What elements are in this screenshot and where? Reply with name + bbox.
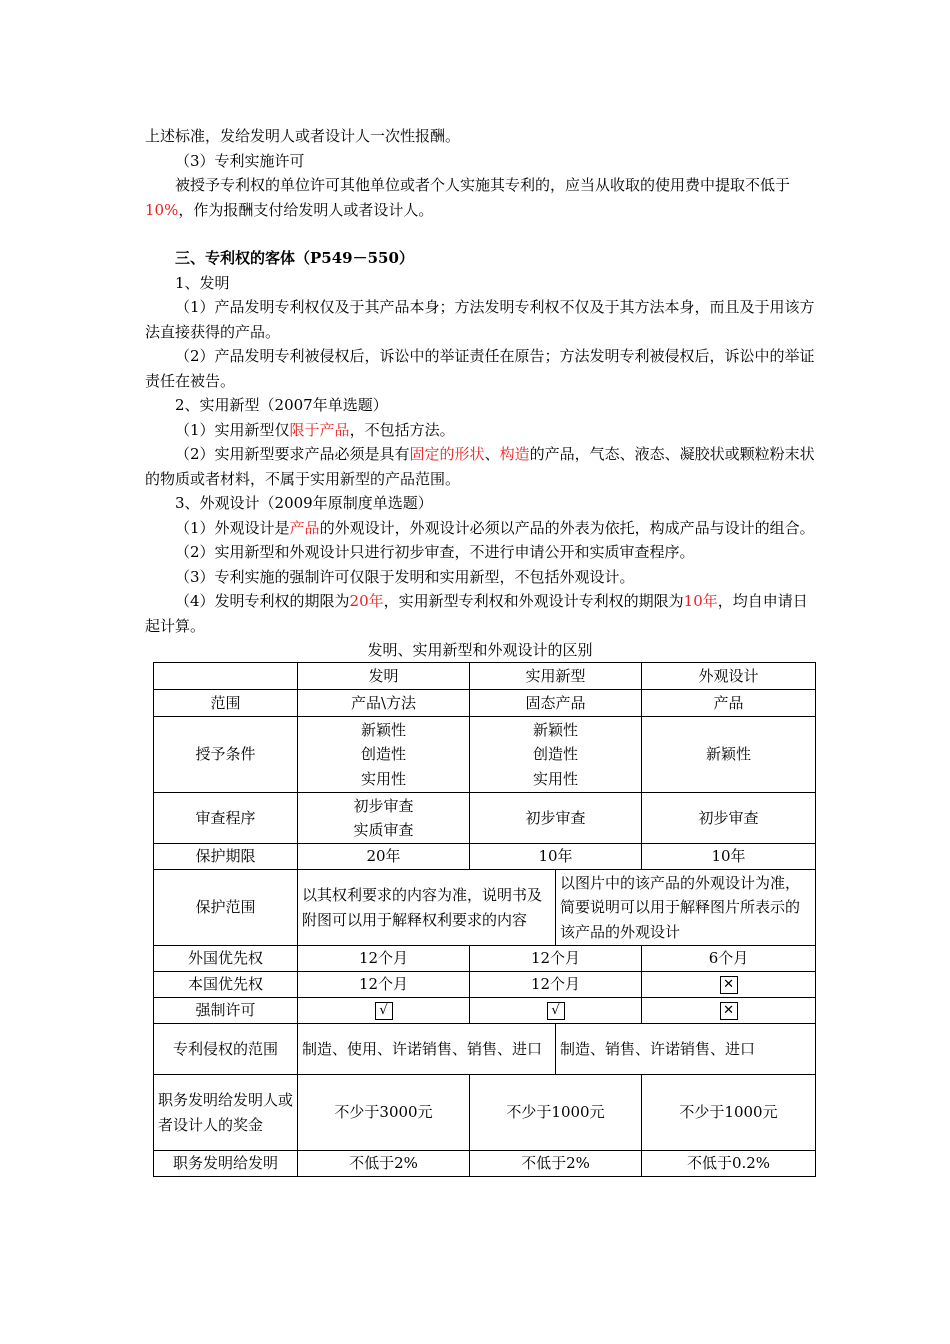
cross-box-icon: ✕ [720, 976, 738, 994]
table-row [154, 870, 816, 946]
paragraph: （2）实用新型和外观设计只进行初步审查，不进行申请公开和实质审查程序。 [175, 543, 695, 561]
highlight-text: 20年 [349, 592, 384, 610]
table-row [154, 1075, 816, 1151]
table-cell: 12个月 [470, 972, 642, 998]
row-label: 职务发明给发明人或者设计人的奖金 [154, 1075, 298, 1151]
table-cell: 12个月 [470, 946, 642, 972]
table-row [154, 844, 816, 870]
paragraph: （3）专利实施许可 [175, 151, 305, 170]
table-cell: 初步审查 [470, 793, 642, 844]
table-row [154, 946, 816, 972]
highlight-text: 限于产品 [289, 420, 350, 439]
document-page [145, 124, 815, 1177]
cross-box-icon: ✕ [720, 1002, 738, 1020]
highlight-text: 10% [145, 200, 179, 219]
table-cell: 制造、使用、许诺销售、销售、进口 [298, 1024, 556, 1075]
highlight-text: 10年 [683, 592, 718, 610]
table-cell: 不少于3000元 [298, 1075, 470, 1151]
table-cell: 不低于0.2% [642, 1151, 816, 1177]
text: （4）发明专利权的期限为 [175, 592, 350, 610]
cell-line: 创造性 [360, 745, 406, 764]
table-caption: 发明、实用新型和外观设计的区别 [367, 641, 593, 659]
table-cell: 12个月 [298, 946, 470, 972]
text: 、 [484, 445, 500, 463]
row-label: 职务发明给发明 [154, 1151, 298, 1177]
table-cell: 20年 [298, 844, 470, 870]
table-row [154, 998, 816, 1024]
table-cell: 不少于1000元 [642, 1075, 816, 1151]
cell-line: 实用性 [360, 769, 406, 788]
text: 的产品，气态、液态、凝胶状或颗粒粉末状的物质或者材料，不属于实用新型的产品范围。 [145, 445, 815, 488]
text: （2）实用新型要求产品必须是具有 [175, 445, 410, 463]
table-row [154, 972, 816, 998]
table-cell: 以图片中的该产品的外观设计为准，简要说明可以用于解释图片所表示的该产品的外观设计 [556, 870, 816, 946]
paragraph [145, 442, 815, 491]
highlight-text: 产品 [289, 518, 320, 537]
highlight-text: 固定的形状 [409, 445, 485, 463]
table-cell: 产品 [642, 690, 816, 717]
text: 的外观设计，外观设计必须以产品的外表为依托，构成产品与设计的组合。 [319, 518, 815, 537]
paragraph [145, 589, 815, 638]
header-cell [154, 663, 298, 690]
text: ，均自申请日起计算。 [145, 592, 808, 635]
table-cell: 初步审查 [642, 793, 816, 844]
table-header-row [154, 663, 816, 690]
row-label: 授予条件 [154, 717, 298, 793]
cell-line: 初步审查 [353, 796, 414, 815]
row-label: 外国优先权 [154, 946, 298, 972]
table-cell [298, 998, 470, 1024]
table-cell [298, 717, 470, 793]
cell-line: 实质审查 [353, 821, 414, 839]
text: ，不包括方法。 [349, 420, 455, 439]
paragraph: （3）专利实施的强制许可仅限于发明和实用新型，不包括外观设计。 [175, 567, 635, 586]
table-cell: 固态产品 [470, 690, 642, 717]
header-cell: 外观设计 [642, 663, 816, 690]
row-label: 审查程序 [154, 793, 298, 844]
paragraph [145, 418, 815, 443]
table-cell: 不低于2% [298, 1151, 470, 1177]
subsection-heading: 2、实用新型（2007年单选题） [175, 396, 388, 414]
row-label: 专利侵权的范围 [154, 1024, 298, 1075]
table-cell: 以其权利要求的内容为准，说明书及附图可以用于解释权利要求的内容 [298, 870, 556, 946]
section-heading: 三、专利权的客体（P549－550） [175, 249, 414, 267]
row-label: 范围 [154, 690, 298, 717]
header-cell: 发明 [298, 663, 470, 690]
table-row [154, 1024, 816, 1075]
table-cell [298, 793, 470, 844]
text: 被授予专利权的单位许可其他单位或者个人实施其专利的，应当从收取的使用费中提取不低于 [175, 176, 791, 194]
table-row [154, 793, 816, 844]
table-cell: 12个月 [298, 972, 470, 998]
table-cell: 不低于2% [470, 1151, 642, 1177]
text: （1）实用新型仅 [175, 420, 290, 439]
paragraph: （1）产品发明专利权仅及于其产品本身；方法发明专利权不仅及于其方法本身，而且及于用该方法直接获得的产品。 [145, 298, 815, 341]
row-label: 强制许可 [154, 998, 298, 1024]
table-cell: 制造、销售、许诺销售、进口 [556, 1024, 816, 1075]
paragraph: （2）产品发明专利被侵权后，诉讼中的举证责任在原告；方法发明专利被侵权后，诉讼中的举证责任在被告。 [145, 347, 815, 390]
check-box-icon: √ [547, 1002, 565, 1020]
comparison-table [153, 662, 816, 1177]
table-row [154, 690, 816, 717]
text: ，作为报酬支付给发明人或者设计人。 [178, 200, 434, 219]
row-label: 保护期限 [154, 844, 298, 870]
table-cell: 新颖性 [642, 717, 816, 793]
table-row [154, 1151, 816, 1177]
table-row [154, 717, 816, 793]
table-cell: 6个月 [642, 946, 816, 972]
table-cell: 不少于1000元 [470, 1075, 642, 1151]
cell-line: 新颖性 [360, 720, 406, 739]
table-cell [642, 998, 816, 1024]
table-cell [470, 998, 642, 1024]
subsection-heading: 3、外观设计（2009年原制度单选题） [175, 494, 433, 512]
text: （1）外观设计是 [175, 518, 290, 537]
cell-line: 新颖性 [533, 720, 579, 739]
subsection-heading: 1、发明 [175, 273, 230, 292]
cell-line: 实用性 [533, 769, 579, 788]
check-box-icon: √ [375, 1002, 393, 1020]
table-cell [470, 717, 642, 793]
paragraph: 上述标准，发给发明人或者设计人一次性报酬。 [145, 127, 461, 145]
highlight-text: 构造 [499, 445, 530, 463]
table-cell: 10年 [470, 844, 642, 870]
paragraph [145, 173, 815, 222]
table-cell [642, 972, 816, 998]
cell-line: 创造性 [533, 745, 579, 764]
text: ，实用新型专利权和外观设计专利权的期限为 [383, 592, 684, 610]
table-cell: 10年 [642, 844, 816, 870]
row-label: 保护范围 [154, 870, 298, 946]
paragraph [145, 516, 815, 541]
header-cell: 实用新型 [470, 663, 642, 690]
table-cell: 产品\方法 [298, 690, 470, 717]
row-label: 本国优先权 [154, 972, 298, 998]
